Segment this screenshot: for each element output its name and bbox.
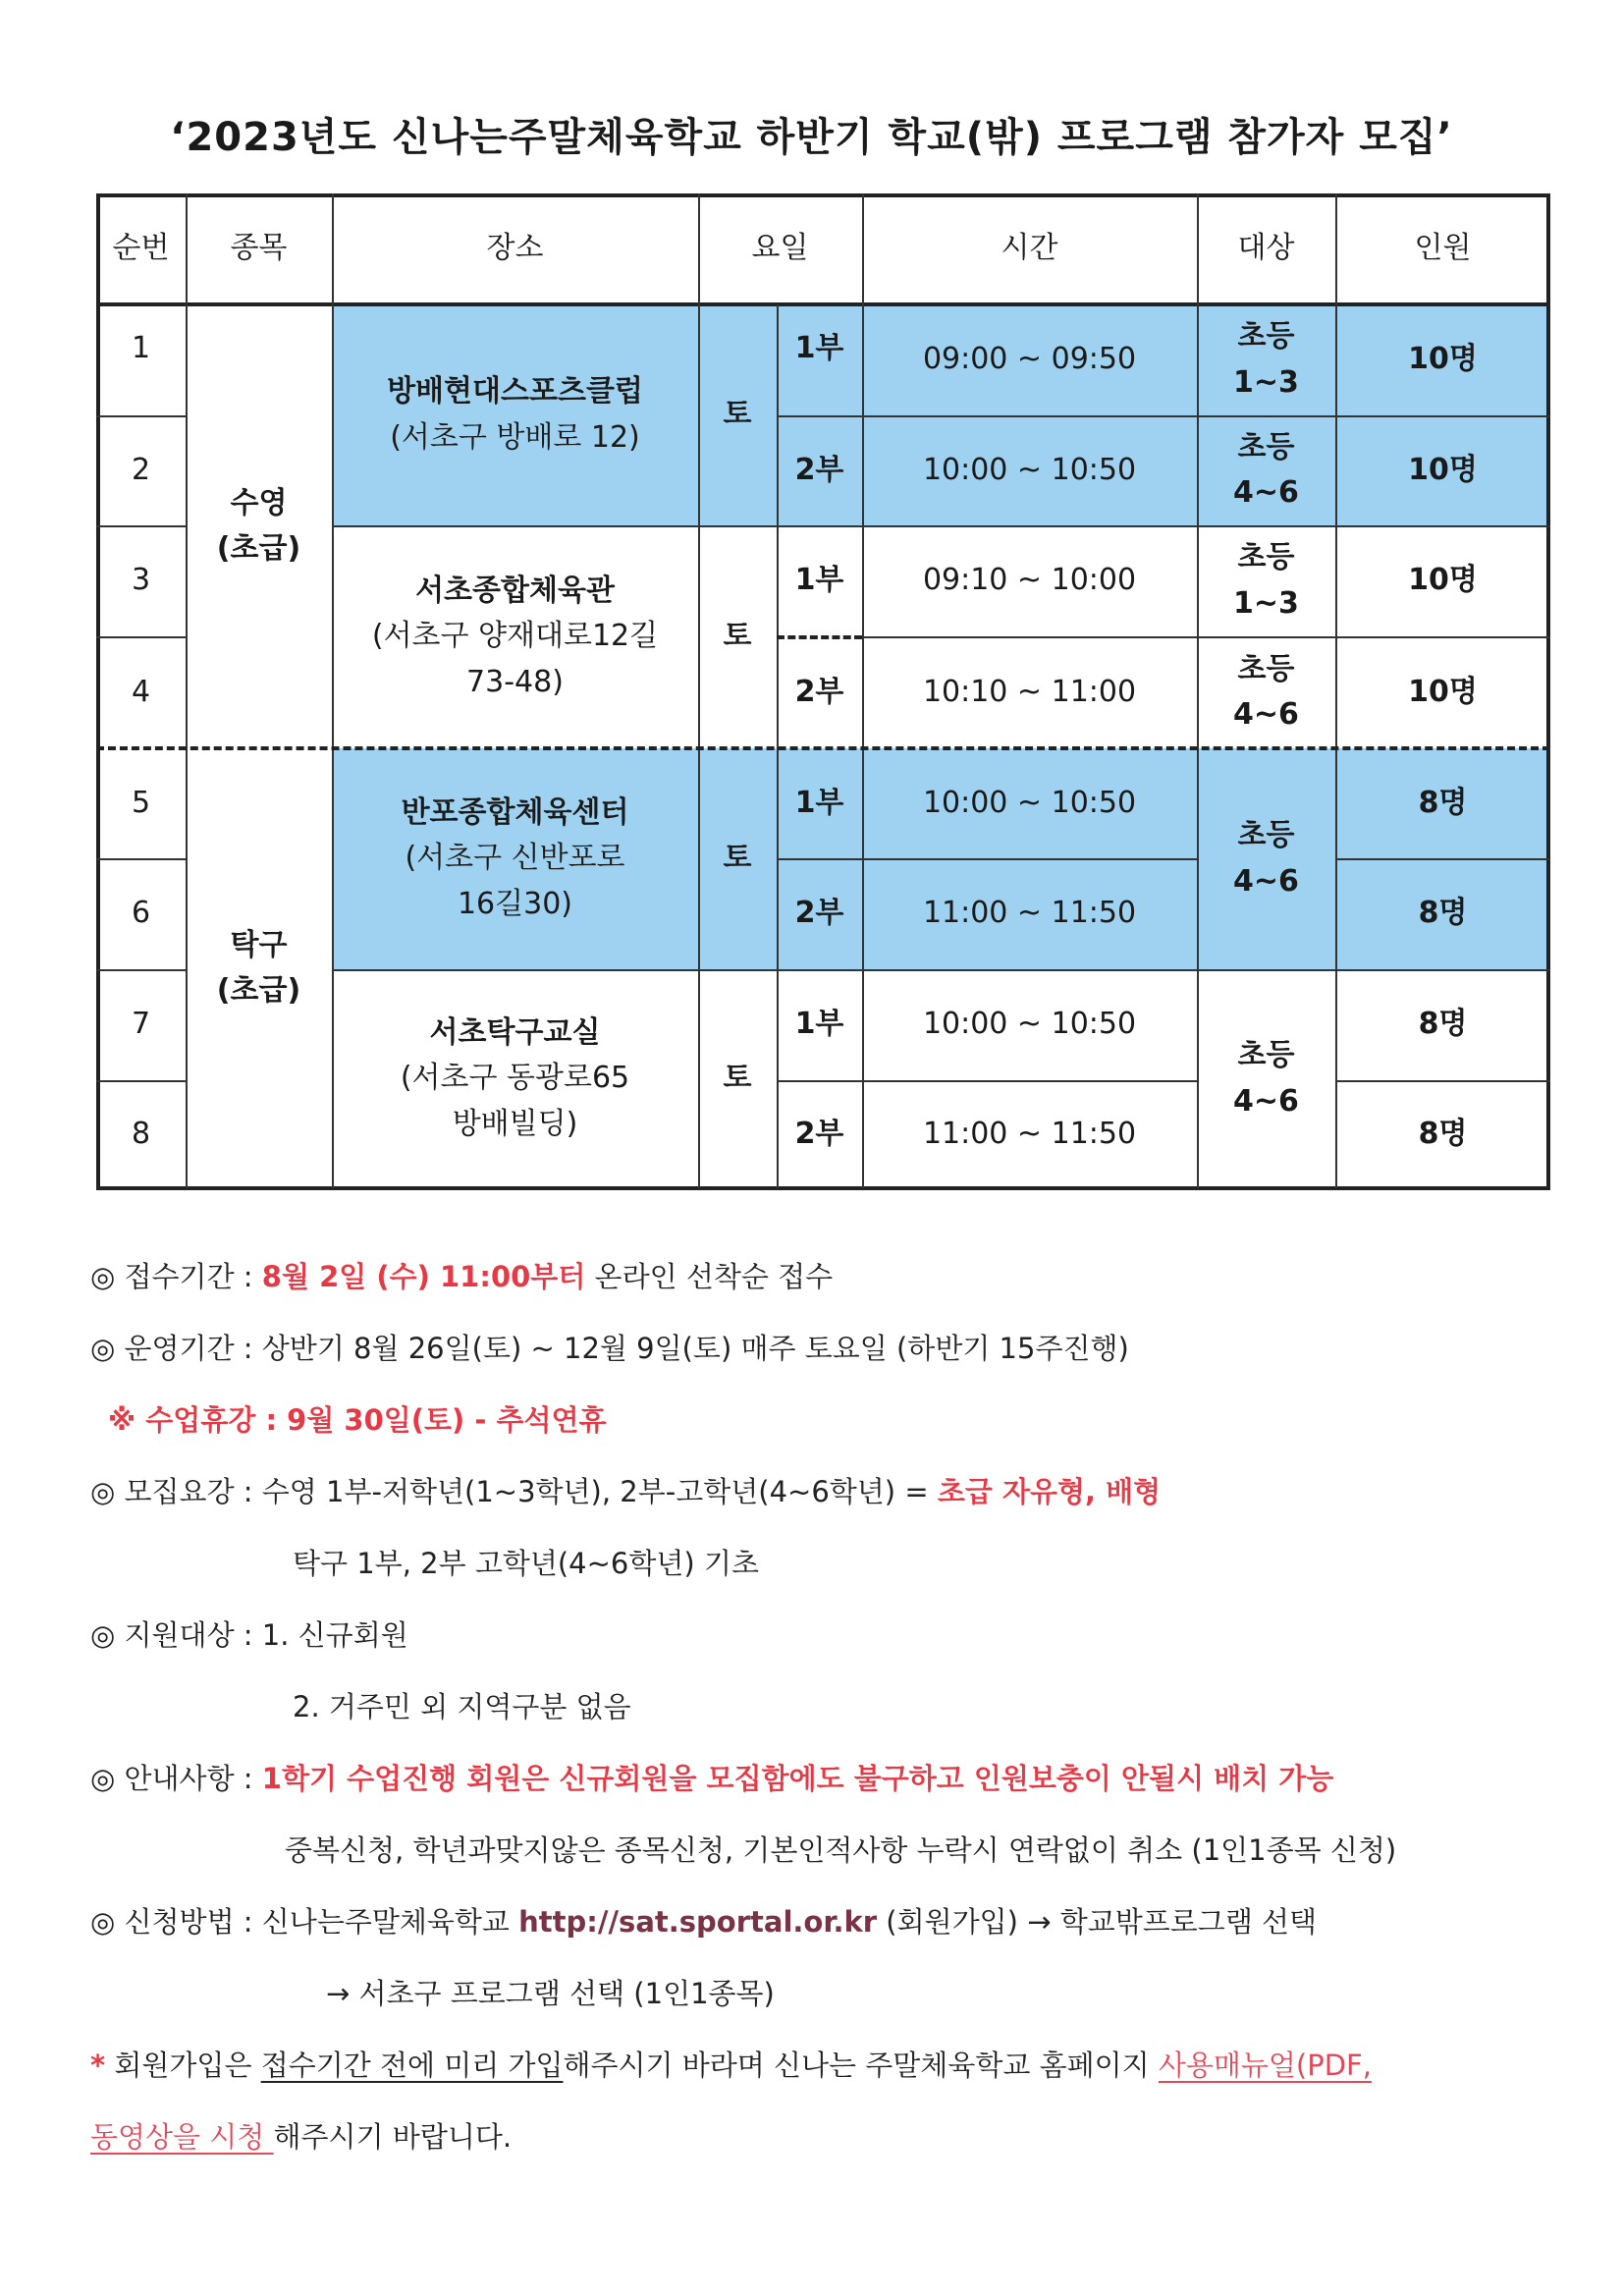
- part-label: 1부: [794, 1007, 844, 1042]
- header-place: 장소: [486, 231, 544, 266]
- col-line: [186, 193, 188, 1188]
- time-cell: 10:00 ~ 10:50: [922, 1007, 1137, 1042]
- target-cell: 초등 1~3: [1233, 540, 1299, 621]
- note-eligibility-line2: 2. 거주민 외 지역구분 없음: [293, 1690, 631, 1723]
- target-cell: 초등 4~6: [1233, 818, 1299, 899]
- row-line: [1335, 1080, 1550, 1082]
- header-target: 대상: [1237, 231, 1295, 266]
- note-guide: ◎ 안내사항 : 1학기 수업진행 회원은 신규회원을 모집함에도 불구하고 인원보충이 안될시 배치 가능: [90, 1762, 1334, 1795]
- place-cell: 반포종합체육센터 (서초구 신반포로 16길30): [401, 794, 629, 921]
- time-cell: 09:00 ~ 09:50: [922, 342, 1137, 377]
- row-no: 6: [131, 896, 151, 931]
- row-line: [777, 415, 1550, 417]
- note-break: ※ 수업휴강 : 9월 30일(토) - 추석연휴: [108, 1403, 607, 1437]
- row-line: [332, 525, 777, 527]
- part-label: 2부: [794, 674, 844, 709]
- header-count: 인원: [1414, 231, 1472, 266]
- part-label: 2부: [794, 896, 844, 931]
- day-cell: 토: [723, 619, 752, 654]
- sport-table-tennis: 탁구 (초급): [216, 927, 301, 1008]
- row-line: [777, 525, 1550, 527]
- time-cell: 10:10 ~ 11:00: [922, 674, 1137, 709]
- day-cell: 토: [723, 397, 752, 432]
- row-line: [862, 636, 1550, 638]
- part-label: 2부: [794, 1116, 844, 1151]
- day-cell: 토: [723, 841, 752, 876]
- note-eligibility: ◎ 지원대상 : 1. 신규회원: [90, 1618, 408, 1652]
- note-footer: * 회원가입은 접수기간 전에 미리 가입해주시기 바라며 신나는 주말체육학교 홈페이지 사용매뉴얼(PDF,: [90, 2049, 1372, 2082]
- row-line: [96, 525, 186, 527]
- time-cell: 11:00 ~ 11:50: [922, 896, 1137, 931]
- row-no: 7: [131, 1007, 151, 1042]
- header-day: 요일: [751, 231, 809, 266]
- col-line: [332, 193, 334, 1188]
- sport-swimming: 수영 (초급): [216, 485, 301, 566]
- time-cell: 10:00 ~ 10:50: [922, 785, 1137, 820]
- row-no: 5: [131, 785, 151, 820]
- row-line: [96, 415, 186, 417]
- time-cell: 10:00 ~ 10:50: [922, 452, 1137, 487]
- row-line: [777, 858, 1197, 860]
- count-cell: 10명: [1408, 452, 1478, 487]
- page-title: ‘2023년도 신나는주말체육학교 하반기 학교(밖) 프로그램 참가자 모집’: [170, 115, 1453, 160]
- row-line: [96, 969, 186, 971]
- row-line: [96, 636, 186, 638]
- row-line: [96, 858, 186, 860]
- col-line: [1197, 193, 1199, 1188]
- part-label: 2부: [794, 452, 844, 487]
- row-no: 4: [131, 674, 151, 709]
- note-operation: ◎ 운영기간 : 상반기 8월 26일(토) ~ 12월 9일(토) 매주 토요일 (하반기 15주진행): [90, 1332, 1129, 1365]
- count-cell: 8명: [1418, 785, 1468, 820]
- schedule-table: [96, 193, 1550, 1188]
- row-no: 3: [131, 563, 151, 598]
- table-border: [1546, 193, 1550, 1188]
- note-recruit: ◎ 모집요강 : 수영 1부-저학년(1~3학년), 2부-고학년(4~6학년) = 초급 자유형, 배형: [90, 1475, 1162, 1508]
- row-no: 2: [131, 452, 151, 487]
- count-cell: 10명: [1408, 342, 1478, 377]
- place-cell: 서초탁구교실 (서초구 동광로65 방배빌딩): [400, 1014, 630, 1141]
- count-cell: 8명: [1418, 896, 1468, 931]
- count-cell: 8명: [1418, 1116, 1468, 1151]
- count-cell: 10명: [1408, 563, 1478, 598]
- note-reception: ◎ 접수기간 : 8월 2일 (수) 11:00부터 온라인 선착순 접수: [90, 1260, 834, 1293]
- target-cell: 초등 4~6: [1233, 429, 1299, 510]
- row-line: [1335, 858, 1550, 860]
- note-recruit-line2: 탁구 1부, 2부 고학년(4~6학년) 기초: [293, 1547, 759, 1580]
- note-footer-line2: 동영상을 시청 해주시기 바랍니다.: [90, 2120, 513, 2154]
- row-no: 8: [131, 1116, 151, 1151]
- target-cell: 초등 4~6: [1233, 651, 1299, 732]
- part-label: 1부: [794, 331, 844, 365]
- row-line: [777, 969, 1550, 971]
- apply-url-link[interactable]: http://sat.sportal.or.kr: [518, 1905, 878, 1939]
- target-cell: 초등 1~3: [1233, 319, 1299, 400]
- table-border: [96, 1186, 1550, 1190]
- header-divider: [96, 302, 1550, 306]
- place-cell: 방배현대스포츠클럽 (서초구 방배로 12): [387, 374, 643, 455]
- col-line: [862, 193, 864, 1188]
- header-sport: 종목: [230, 231, 288, 266]
- header-time: 시간: [1001, 231, 1058, 266]
- part-label: 1부: [794, 563, 844, 598]
- col-line: [1335, 193, 1337, 1188]
- target-cell: 초등 4~6: [1233, 1038, 1299, 1119]
- part-label: 1부: [794, 785, 844, 820]
- count-cell: 10명: [1408, 674, 1478, 709]
- time-cell: 09:10 ~ 10:00: [922, 563, 1137, 598]
- row-line: [96, 1080, 186, 1082]
- row-line: [777, 1080, 1197, 1082]
- row-dash: [777, 635, 862, 639]
- col-line: [698, 193, 700, 1188]
- sport-divider: [96, 746, 1550, 750]
- header-no: 순번: [112, 231, 170, 266]
- row-line: [332, 969, 777, 971]
- row-no: 1: [131, 331, 151, 365]
- note-guide-line2: 중복신청, 학년과맞지않은 종목신청, 기본인적사항 누락시 연락없이 취소 (1인1종목 신청): [285, 1833, 1397, 1867]
- time-cell: 11:00 ~ 11:50: [922, 1116, 1137, 1151]
- table-border: [96, 193, 1550, 197]
- table-border: [96, 193, 100, 1188]
- note-apply-line2: → 서초구 프로그램 선택 (1인1종목): [326, 1977, 775, 2010]
- place-cell: 서초종합체육관 (서초구 양재대로12길 73-48): [371, 573, 659, 699]
- count-cell: 8명: [1418, 1007, 1468, 1042]
- note-apply: ◎ 신청방법 : 신나는주말체육학교 http://sat.sportal.or.kr (회원가입) → 학교밖프로그램 선택: [90, 1905, 1318, 1939]
- day-cell: 토: [723, 1061, 752, 1096]
